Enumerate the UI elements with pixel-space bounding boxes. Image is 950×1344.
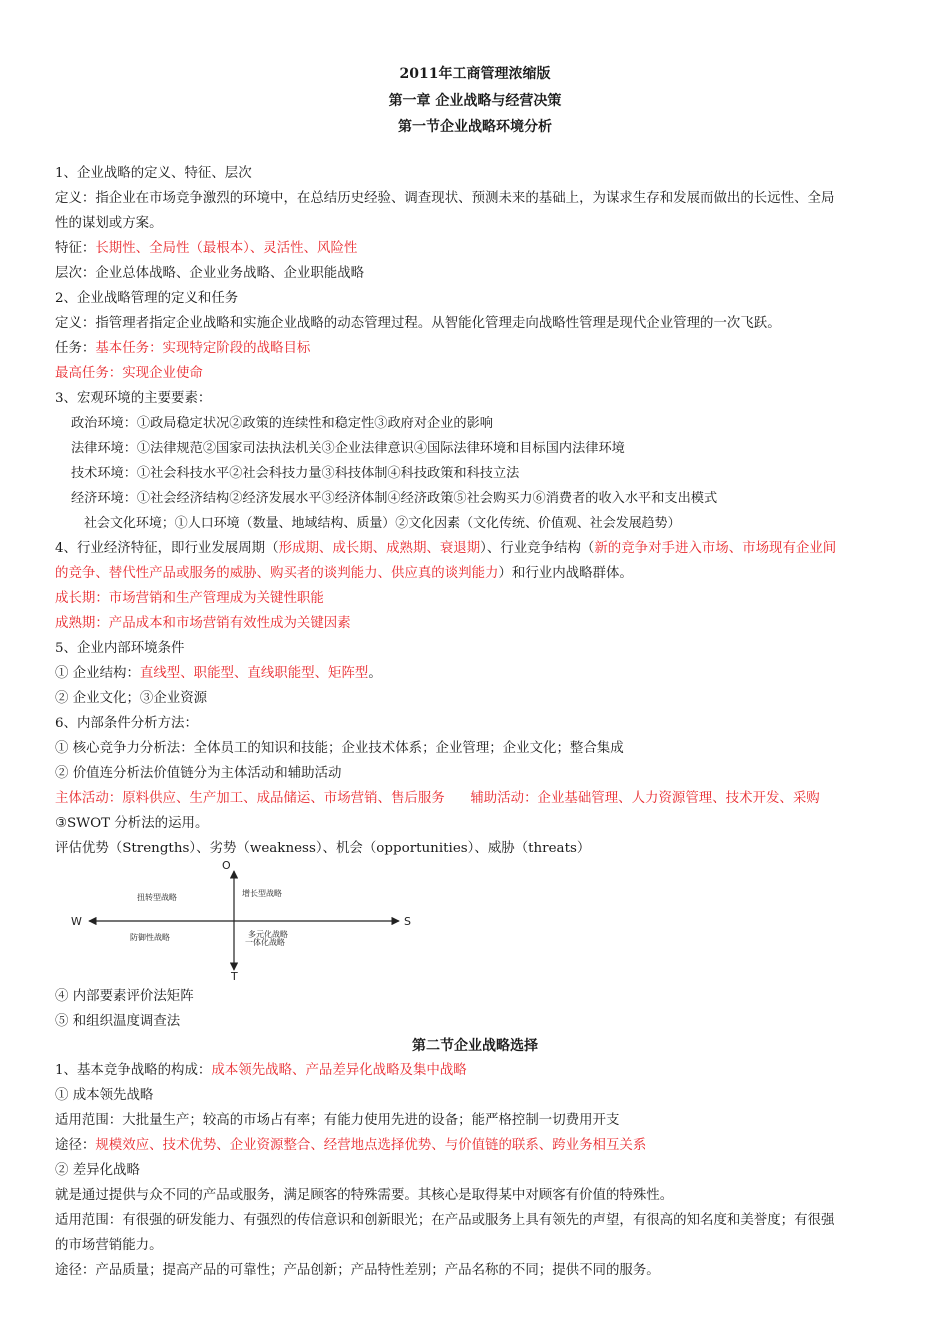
technology-environment: 技术环境：①社会科技水平②社会科技力量③科技体制④科技政策和科技立法 bbox=[71, 466, 520, 481]
axis-o-label: O bbox=[222, 859, 231, 872]
quadrant-growth-label: 增长型战略 bbox=[242, 889, 282, 898]
industry-line-2 bbox=[55, 564, 900, 584]
structure-label: ① 企业结构： bbox=[55, 666, 140, 681]
differentiation-heading: ② 差异化战略 bbox=[55, 1163, 140, 1178]
structure-end: 。 bbox=[368, 666, 382, 681]
internal-factor-matrix-line: ④ 内部要素评价法矩阵 bbox=[55, 989, 194, 1004]
competitive-strategy-line bbox=[55, 1061, 900, 1081]
quadrant-integration-label: 一体化战略 bbox=[245, 938, 285, 947]
quadrant-diversification-label: 多元化战略 bbox=[248, 930, 288, 939]
economic-environment: 经济环境：①社会经济结构②经济发展水平③经济体制④经济政策⑤社会购买力⑥消费者的收入水平和支出模式 bbox=[71, 491, 718, 506]
industry-text-a: 4、行业经济特征，即行业发展周期（ bbox=[55, 541, 279, 556]
cost-way-label: 途径： bbox=[55, 1138, 96, 1153]
features-highlight: 长期性、全局性（最根本）、灵活性、风险性 bbox=[95, 241, 358, 256]
section2-heading: 第二节企业战略选择 bbox=[412, 1038, 538, 1054]
quadrant-defensive-label: 防御性战略 bbox=[130, 933, 170, 942]
section-heading: 第一节企业战略环境分析 bbox=[398, 119, 552, 135]
heading-internal-environment: 5、企业内部环境条件 bbox=[55, 641, 185, 656]
task-highlight: 基本任务：实现特定阶段的战略目标 bbox=[95, 341, 311, 356]
differentiation-way: 途径：产品质量；提高产品的可靠性；产品创新；产品特性差别；产品名称的不同；提供不同的服务。 bbox=[55, 1263, 660, 1278]
levels-line: 层次：企业总体战略、企业业务战略、企业职能战略 bbox=[55, 266, 365, 281]
political-environment: 政治环境：①政局稳定状况②政策的连续性和稳定性③政府对企业的影响 bbox=[71, 416, 493, 431]
differentiation-scope-line-1: 适用范围：有很强的研发能力、有强烈的传信意识和创新眼光；在产品或服务上具有领先的声望，有很高的知名度和美誉度；有很强 bbox=[55, 1213, 835, 1228]
social-environment: 社会文化环境；①人口环境（数量、地域结构、质量）②文化因素（文化传统、价值观、社会发展趋势） bbox=[84, 516, 681, 531]
task-label: 任务： bbox=[55, 341, 96, 356]
competitive-strategy-label: 1、基本竞争战略的构成： bbox=[55, 1063, 212, 1078]
heading-strategy-management: 2、企业战略管理的定义和任务 bbox=[55, 291, 239, 306]
differentiation-description: 就是通过提供与众不同的产品或服务，满足顾客的特殊需要。其核心是取得某中对顾客有价值的特殊性。 bbox=[55, 1188, 674, 1203]
structure-highlight: 直线型、职能型、直线职能型、矩阵型 bbox=[139, 666, 369, 681]
mature-stage-line: 成熟期：产品成本和市场营销有效性成为关键因素 bbox=[55, 616, 351, 631]
industry-cycle-highlight: 形成期、成长期、成熟期、衰退期 bbox=[278, 541, 481, 556]
legal-environment: 法律环境：①法律规范②国家司法执法机关③企业法律意识④国际法律环境和目标国内法律环境 bbox=[71, 441, 625, 456]
swot-diagram bbox=[60, 858, 420, 982]
cost-leadership-scope: 适用范围：大批量生产；较高的市场占有率；有能力使用先进的设备；能严格控制一切费用开支 bbox=[55, 1113, 620, 1128]
value-chain-line: ② 价值连分析法价值链分为主体活动和辅助活动 bbox=[55, 766, 342, 781]
industry-text-b: ）、行业竞争结构（ bbox=[480, 541, 595, 556]
heading-macro-environment: 3、宏观环境的主要要素： bbox=[55, 391, 212, 406]
core-competence-line: ① 核心竞争力分析法：全体员工的知识和技能；企业技术体系；企业管理；企业文化；整合集成 bbox=[55, 741, 624, 756]
heading-strategy-definition: 1、企业战略的定义、特征、层次 bbox=[55, 166, 252, 181]
chapter-heading: 第一章 企业战略与经营决策 bbox=[388, 93, 562, 109]
axis-t-label: T bbox=[231, 970, 238, 982]
competitive-strategy-highlight: 成本领先战略、产品差异化战略及集中战略 bbox=[211, 1063, 467, 1078]
quadrant-turnaround-label: 扭转型战略 bbox=[137, 893, 177, 902]
axis-s-label: S bbox=[404, 915, 411, 928]
swot-line: ③SWOT 分析法的运用。 bbox=[55, 816, 209, 831]
task-line bbox=[55, 339, 900, 359]
document-title: 2011年工商管理浓缩版 bbox=[399, 66, 551, 82]
top-task-line: 最高任务：实现企业使命 bbox=[55, 366, 203, 381]
competition-highlight-a: 新的竞争对手进入市场、市场现有企业间 bbox=[594, 541, 837, 556]
competition-highlight-b: 的竞争、替代性产品或服务的威胁、购买者的谈判能力、供应真的谈判能力 bbox=[55, 566, 499, 581]
features-line bbox=[55, 239, 900, 259]
climate-survey-line: ⑤ 和组织温度调查法 bbox=[55, 1014, 181, 1029]
management-definition: 定义：指管理者指定企业战略和实施企业战略的动态管理过程。从智能化管理走向战略性管理是现代企业管理的一次飞跃。 bbox=[55, 316, 781, 331]
culture-resources-line: ② 企业文化；③企业资源 bbox=[55, 691, 208, 706]
industry-line-1 bbox=[55, 539, 900, 559]
features-label: 特征： bbox=[55, 241, 96, 256]
growth-stage-line: 成长期：市场营销和生产管理成为关键性职能 bbox=[55, 591, 324, 606]
differentiation-scope-line-2: 的市场营销能力。 bbox=[55, 1238, 163, 1253]
definition-line-2: 性的谋划或方案。 bbox=[55, 216, 163, 231]
cost-way-highlight: 规模效应、技术优势、企业资源整合、经营地点选择优势、与价值链的联系、跨业务相互关系 bbox=[95, 1138, 647, 1153]
swot-evaluation-line: 评估优势（Strengths）、劣势（weakness）、机会（opportunities）、威胁（threats） bbox=[55, 841, 591, 856]
heading-analysis-methods: 6、内部条件分析方法： bbox=[55, 716, 198, 731]
cost-leadership-heading: ① 成本领先战略 bbox=[55, 1088, 154, 1103]
structure-line bbox=[55, 664, 900, 684]
activities-line: 主体活动：原料供应、生产加工、成品储运、市场营销、售后服务 辅助活动：企业基础管理、人力资源管理、技术开发、采购 bbox=[55, 791, 820, 806]
industry-text-c: ）和行业内战略群体。 bbox=[498, 566, 633, 581]
definition-line-1: 定义：指企业在市场竞争激烈的环境中，在总结历史经验、调查现状、预测未来的基础上，为谋求生存和发展而做出的长远性、全局 bbox=[55, 191, 835, 206]
axis-w-label: W bbox=[71, 915, 82, 928]
cost-leadership-way bbox=[55, 1136, 900, 1156]
